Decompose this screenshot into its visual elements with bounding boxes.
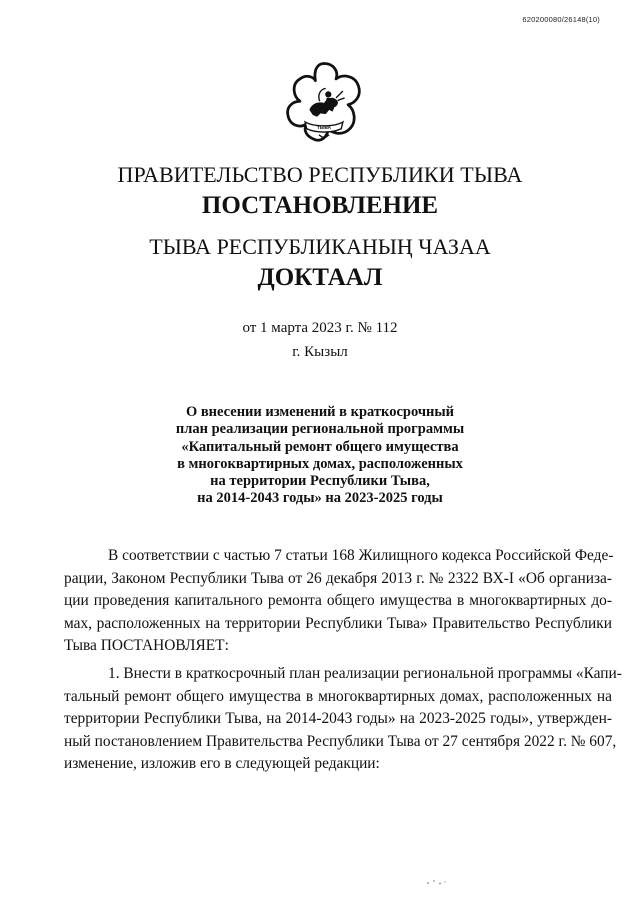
title-line: на территории Республики Тыва,: [210, 473, 430, 490]
paragraph-line: изменение, изложив его в следующей редакции:: [64, 755, 380, 773]
document-title: [150, 404, 490, 508]
document-type-tyv: ДОКТААЛ: [257, 264, 383, 291]
paragraph-line: рации, Законом Республики Тыва от 26 декабря 2013 г. № 2322 ВХ-I «Об организа-: [64, 569, 612, 587]
document-type-ru: ПОСТАНОВЛЕНИЕ: [201, 192, 439, 219]
paragraph-line: мах, расположенных на территории Республики Тыва» Правительство Республики: [64, 614, 612, 632]
paragraph-line: 1. Внести в краткосрочный план реализации региональной программы «Капи-: [108, 665, 622, 682]
title-line: «Капитальный ремонт общего имущества: [181, 438, 459, 455]
paragraph-line: В соответствии с частью 7 статьи 168 Жилищного кодекса Российской Феде-: [108, 547, 614, 564]
title-line: план реализации региональной программы: [175, 421, 465, 438]
tuva-coat-of-arms-icon: [281, 60, 367, 146]
emblem-ribbon-text: ТЫВА: [316, 126, 332, 132]
government-name-ru: ПРАВИТЕЛЬСТВО РЕСПУБЛИКИ ТЫВА: [117, 162, 523, 187]
title-line: в многоквартирных домах, расположенных: [177, 455, 463, 472]
body-paragraph-preamble: [64, 545, 612, 658]
paragraph-line: территории Республики Тыва, на 2014-2043 годы» на 2023-2025 годы», утвержден-: [64, 710, 612, 728]
paragraph-line: Тыва ПОСТАНОВЛЯЕТ:: [64, 637, 229, 655]
paragraph-line: тальный ремонт общего имущества в многоквартирных домах, расположенных на: [64, 687, 612, 705]
scan-smudge-mark: [425, 878, 449, 886]
government-name-tyv: ТЫВА РЕСПУБЛИКАНЫҢ ЧАЗАА: [149, 234, 491, 259]
title-line: на 2014-2043 годы» на 2023-2025 годы: [197, 490, 443, 507]
title-line: О внесении изменений в краткосрочный: [185, 404, 455, 420]
document-city: г. Кызыл: [292, 344, 348, 360]
paragraph-line: ции проведения капитального ремонта общего имущества в многоквартирных до-: [64, 592, 612, 610]
document-date-number: от 1 марта 2023 г. № 112: [242, 320, 398, 336]
body-paragraph-clause-1: [64, 663, 622, 776]
paragraph-line: ный постановлением Правительства Республики Тыва от 27 сентября 2022 г. № 607,: [64, 732, 617, 750]
registration-number: 620200080/26148(10): [522, 15, 600, 24]
